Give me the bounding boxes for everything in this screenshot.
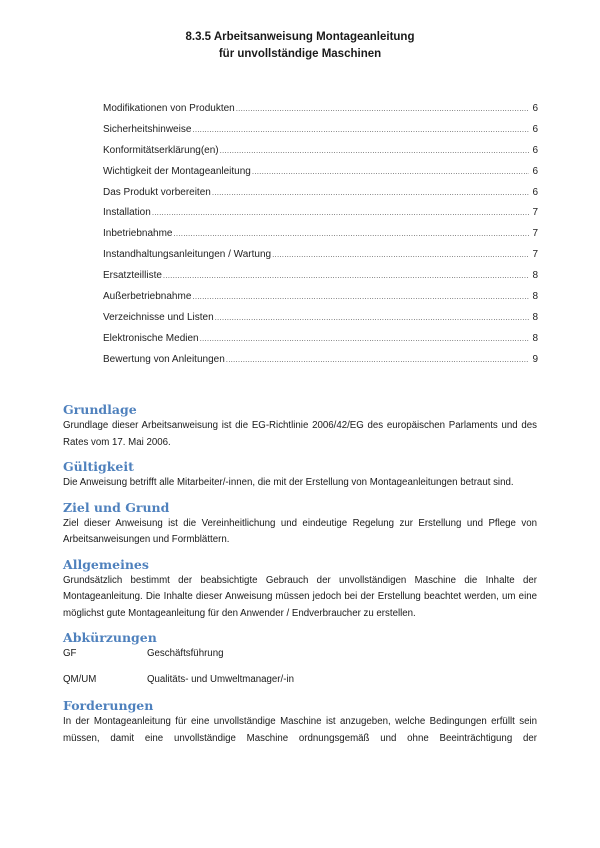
- toc-entry[interactable]: [103, 354, 538, 375]
- toc-page-number: 7: [532, 207, 538, 219]
- section-text: In der Montageanleitung für eine unvollständige Maschine ist anzugeben, welche Bedingungen erfüllt sein müssen, damit eine unvollständige Maschine ordnungsgemäß und ohne Beeinträchtigung der: [63, 716, 537, 744]
- toc-leader-dots: [152, 208, 529, 217]
- title-line-2: für unvollständige Maschinen: [218, 48, 382, 60]
- toc-entry[interactable]: [103, 312, 538, 333]
- toc-leader-dots: [236, 104, 529, 113]
- toc-leader-dots: [220, 146, 529, 155]
- toc-leader-dots: [272, 250, 529, 259]
- toc-label: Ersatzteilliste: [103, 270, 162, 282]
- toc-label: Wichtigkeit der Montageanleitung: [103, 165, 251, 177]
- toc-label: Installation: [103, 207, 151, 219]
- section-abkuerzungen: [63, 629, 537, 688]
- toc-leader-dots: [192, 292, 529, 301]
- abbreviation-value: Geschäftsführung: [147, 648, 224, 659]
- toc-label: Modifikationen von Produkten: [103, 103, 235, 114]
- toc-leader-dots: [200, 334, 529, 343]
- section-grundlage: [63, 401, 537, 451]
- toc-label: Das Produkt vorbereiten: [103, 186, 211, 198]
- toc-entry[interactable]: [103, 166, 538, 187]
- section-heading: Allgemeines: [63, 556, 149, 572]
- toc-label: Elektronische Medien: [103, 332, 199, 344]
- toc-entry[interactable]: [103, 291, 538, 312]
- toc-page-number: 6: [532, 103, 538, 114]
- document-body: [63, 401, 537, 754]
- toc-leader-dots: [226, 355, 529, 364]
- section-heading: Ziel und Grund: [63, 499, 170, 515]
- toc-entry[interactable]: [103, 145, 538, 166]
- toc-label: Instandhaltungsanleitungen / Wartung: [103, 249, 272, 261]
- section-heading: Gültigkeit: [63, 459, 134, 474]
- section-heading: Forderungen: [63, 698, 154, 713]
- toc-entry[interactable]: [103, 228, 538, 249]
- section-text: Grundlage dieser Arbeitsanweisung ist die EG-Richtlinie 2006/42/EG des europäischen Parlaments und des Rates vom 17. Mai 2006.: [63, 420, 537, 448]
- section-text: Ziel dieser Anweisung ist die Vereinheitlichung und eindeutige Regelung zur Erstellung und Pflege von Arbeitsanweisungen und Formblättern.: [63, 517, 537, 545]
- toc-label: Inbetriebnahme: [103, 228, 173, 240]
- document-title: [0, 29, 600, 63]
- toc-entry[interactable]: [103, 103, 538, 124]
- toc-entry[interactable]: [103, 333, 538, 354]
- abbreviation-key: GF: [63, 648, 77, 659]
- toc-page-number: 8: [532, 332, 538, 344]
- toc-leader-dots: [252, 167, 529, 176]
- toc-leader-dots: [215, 313, 529, 322]
- toc-leader-dots: [163, 271, 529, 280]
- toc-page-number: 6: [532, 165, 538, 177]
- section-allgemeines: [63, 556, 537, 623]
- table-of-contents: [103, 103, 538, 375]
- toc-entry[interactable]: [103, 270, 538, 291]
- toc-page-number: 8: [532, 270, 538, 282]
- toc-page-number: 6: [532, 186, 538, 198]
- section-text: Die Anweisung betrifft alle Mitarbeiter/-innen, die mit der Erstellung von Montageanleitungen betraut sind.: [63, 477, 514, 488]
- toc-leader-dots: [174, 229, 530, 238]
- section-ziel-und-grund: [63, 499, 537, 549]
- toc-label: Bewertung von Anleitungen: [103, 353, 225, 365]
- section-gueltigkeit: [63, 458, 537, 492]
- toc-label: Sicherheitshinweise: [103, 123, 192, 135]
- abbreviation-key: QM/UM: [63, 673, 97, 685]
- abbreviation-row: [63, 646, 537, 663]
- toc-entry[interactable]: [103, 124, 538, 145]
- toc-entry[interactable]: [103, 249, 538, 270]
- toc-entry[interactable]: [103, 187, 538, 208]
- section-heading: Abkürzungen: [63, 630, 157, 645]
- toc-entry[interactable]: [103, 207, 538, 228]
- toc-page-number: 6: [532, 123, 538, 135]
- toc-label: Außerbetriebnahme: [103, 291, 192, 303]
- toc-leader-dots: [192, 125, 529, 134]
- section-text: Grundsätzlich bestimmt der beabsichtigte Gebrauch der unvollständigen Maschine die Inhalte der Montageanleitung. Die Inhalte dieser Anweisung müssen jedoch bei der Erstellung beachtet werden, um eine möglichst gute Montageanleitung für den Anwender / Endverbraucher zu erstellen.: [63, 574, 537, 619]
- abbreviation-value: Qualitäts- und Umweltmanager/-in: [147, 673, 294, 685]
- toc-page-number: 8: [532, 311, 538, 323]
- toc-label: Verzeichnisse und Listen: [103, 311, 214, 323]
- toc-page-number: 6: [532, 144, 538, 156]
- section-heading: Grundlage: [63, 402, 137, 417]
- abbreviation-row: [63, 672, 537, 689]
- toc-page-number: 7: [532, 249, 538, 261]
- title-line-1: 8.3.5 Arbeitsanweisung Montageanleitung: [185, 31, 415, 43]
- toc-page-number: 9: [532, 353, 538, 365]
- toc-label: Konformitätserklärung(en): [103, 144, 219, 156]
- toc-page-number: 7: [532, 228, 538, 240]
- toc-leader-dots: [212, 188, 529, 197]
- toc-page-number: 8: [532, 291, 538, 303]
- section-forderungen: [63, 697, 537, 747]
